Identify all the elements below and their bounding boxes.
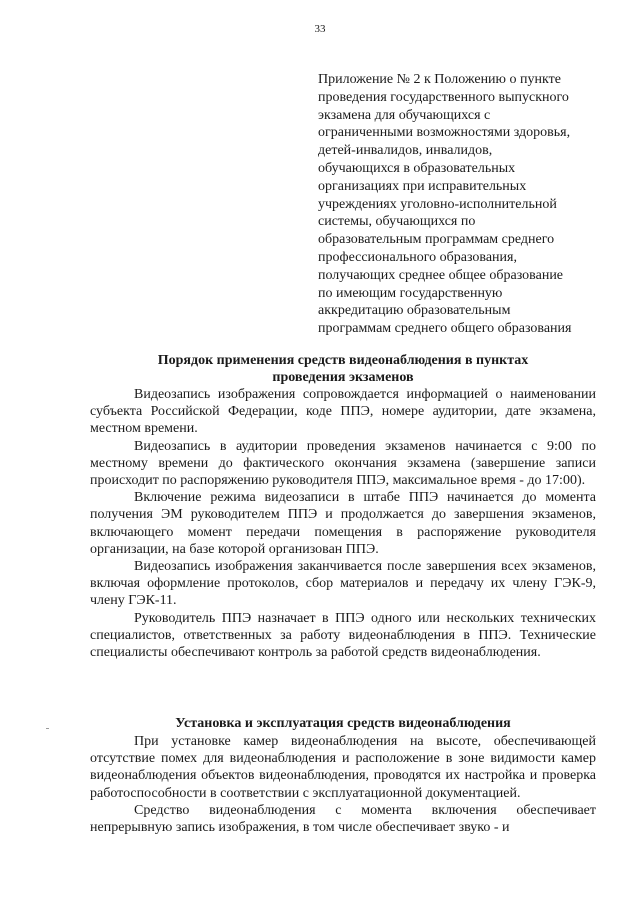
section-body-installation: [90, 733, 596, 836]
paragraph: Видеозапись изображения заканчивается после завершения всех экзаменов, включая оформление протоколов, сбор материалов и передачу их члену ГЭК-9, члену ГЭК-11.: [90, 559, 596, 609]
page-number: 33: [314, 23, 326, 35]
appendix-line: учреждениях уголовно-исполнительной: [318, 196, 557, 212]
appendix-line: образовательным программам среднего: [318, 232, 555, 248]
section-heading-installation: Установка и эксплуатация средств видеонаблюдения: [175, 716, 511, 731]
appendix-line: детей-инвалидов, инвалидов,: [318, 143, 493, 159]
margin-mark: [46, 728, 49, 729]
appendix-line: по имеющим государственную: [318, 285, 503, 301]
paragraph: Руководитель ППЭ назначает в ППЭ одного или нескольких технических специалистов, ответственных за работу видеонаблюдения в ППЭ. Технические специалисты обеспечивают контроль за работой средств видеонаблюдения.: [90, 610, 596, 661]
paragraph: Видеозапись в аудитории проведения экзаменов начинается с 9:00 по местному времени до фактического окончания экзамена (завершение записи происходит по распоряжению руководителя ППЭ, максимальное время - до 17:00).: [90, 438, 596, 489]
section-body-video-procedure: [90, 386, 596, 661]
appendix-line: системы, обучающихся по: [318, 214, 476, 230]
heading-line: проведения экзаменов: [272, 370, 414, 385]
appendix-line: организациях при исправительных: [318, 178, 527, 194]
section-heading-video-procedure: [90, 352, 596, 386]
appendix-line: экзамена для обучающихся с: [318, 107, 491, 123]
appendix-line: программам среднего общего образования: [318, 321, 572, 337]
appendix-line: ограниченными возможностями здоровья,: [318, 125, 571, 141]
paragraph: При установке камер видеонаблюдения на высоте, обеспечивающей отсутствие помех для видеонаблюдения и расположение в зоне видимости камер видеонаблюдения объектов видеонаблюдения, проводятся их настройка и проверка работоспособности в соответствии с эксплуатационной документацией.: [90, 734, 596, 801]
appendix-line: аккредитацию образовательным: [318, 303, 511, 319]
paragraph: Видеозапись изображения сопровождается информацией о наименовании субъекта Российской Федерации, коде ППЭ, номере аудитории, дате экзамена, местном времени.: [90, 387, 596, 437]
appendix-note: [318, 71, 608, 338]
paragraph: Средство видеонаблюдения с момента включения обеспечивает непрерывную запись изображения, в том числе обеспечивает звуко - и: [90, 802, 596, 836]
appendix-line: Приложение № 2 к Положению о пункте: [318, 72, 561, 87]
heading-line: Порядок применения средств видеонаблюдения в пунктах: [157, 353, 529, 368]
paragraph: Включение режима видеозаписи в штабе ППЭ начинается до момента получения ЭМ руководителем ППЭ и продолжается до завершения экзаменов, включающего момент передачи помещения в распоряжение руководителя организации, на базе которой организован ППЭ.: [90, 490, 596, 557]
appendix-line: получающих среднее общее образование: [318, 267, 564, 283]
appendix-line: проведения государственного выпускного: [318, 89, 569, 105]
appendix-line: профессионального образования,: [318, 249, 517, 265]
appendix-line: обучающихся в образовательных: [318, 160, 516, 176]
